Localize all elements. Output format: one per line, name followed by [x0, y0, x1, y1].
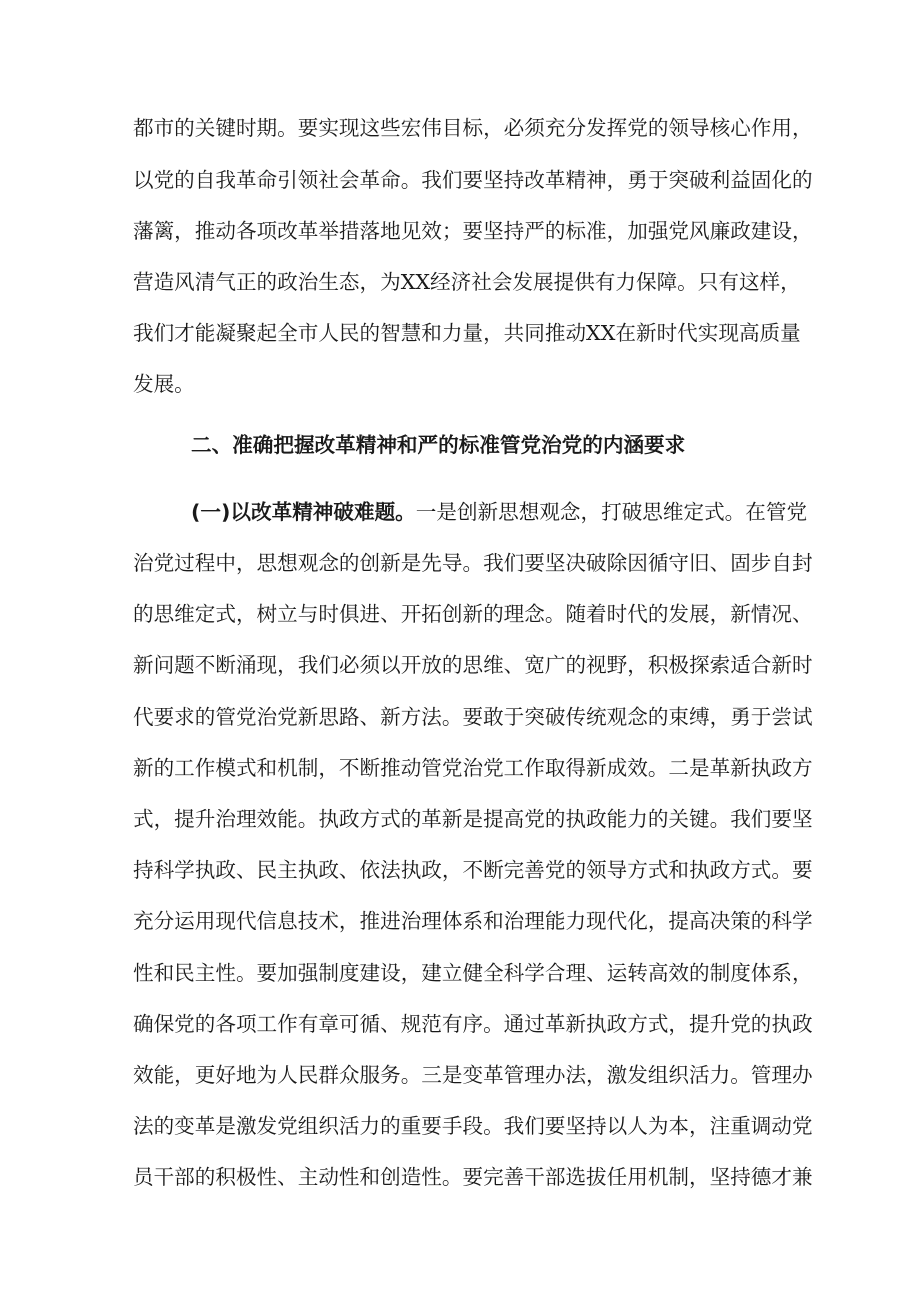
subsection-title: (一)以改革精神破难题。: [191, 500, 416, 524]
paragraph-line-rest: 一是创新思想观念，打破思维定式。在管党: [415, 500, 808, 524]
paragraph-line: 新问题不断涌现，我们必须以开放的思维、宽广的视野，积极探索适合新时: [133, 653, 813, 677]
paragraph-line: 充分运用现代信息技术，推进治理体系和治理能力现代化，提高决策的科学: [133, 909, 813, 933]
section-heading: 二、准确把握改革精神和严的标准管党治党的内涵要求: [191, 433, 686, 457]
paragraph-line: 性和民主性。要加强制度建设，建立健全科学合理、运转高效的制度体系，: [133, 961, 813, 985]
paragraph-line: 以党的自我革命引领社会革命。我们要坚持改革精神，勇于突破利益固化的: [133, 168, 813, 192]
paragraph-line: 治党过程中，思想观念的创新是先导。我们要坚决破除因循守旧、固步自封: [133, 551, 813, 575]
paragraph-line: 都市的关键时期。要实现这些宏伟目标，必须充分发挥党的领导核心作用，: [133, 116, 813, 140]
paragraph-line: 营造风清气正的政治生态，为XX经济社会发展提供有力保障。只有这样，: [133, 270, 801, 294]
paragraph-line: 新的工作模式和机制，不断推动管党治党工作取得新成效。二是革新执政方: [133, 756, 813, 780]
paragraph-line: 的思维定式，树立与时俱进、开拓创新的理念。随着时代的发展，新情况、: [133, 602, 813, 626]
paragraph-first-line: [191, 492, 808, 532]
paragraph-line: 发展。: [133, 372, 195, 396]
paragraph-line: 员干部的积极性、主动性和创造性。要完善干部选拔任用机制，坚持德才兼: [133, 1165, 813, 1189]
paragraph-line: 代要求的管党治党新思路、新方法。要敢于突破传统观念的束缚，勇于尝试: [133, 705, 813, 729]
paragraph-line: 法的变革是激发党组织活力的重要手段。我们要坚持以人为本，注重调动党: [133, 1114, 813, 1138]
paragraph-line: 持科学执政、民主执政、依法执政，不断完善党的领导方式和执政方式。要: [133, 858, 813, 882]
paragraph-line: 藩篱，推动各项改革举措落地见效；要坚持严的标准，加强党风廉政建设，: [133, 219, 813, 243]
paragraph-line: 效能，更好地为人民群众服务。三是变革管理办法，激发组织活力。管理办: [133, 1063, 813, 1087]
paragraph-line: 我们才能凝聚起全市人民的智慧和力量，共同推动XX在新时代实现高质量: [133, 321, 801, 345]
paragraph-line: 式，提升治理效能。执政方式的革新是提高党的执政能力的关键。我们要坚: [133, 807, 813, 831]
paragraph-line: 确保党的各项工作有章可循、规范有序。通过革新执政方式，提升党的执政: [133, 1012, 813, 1036]
